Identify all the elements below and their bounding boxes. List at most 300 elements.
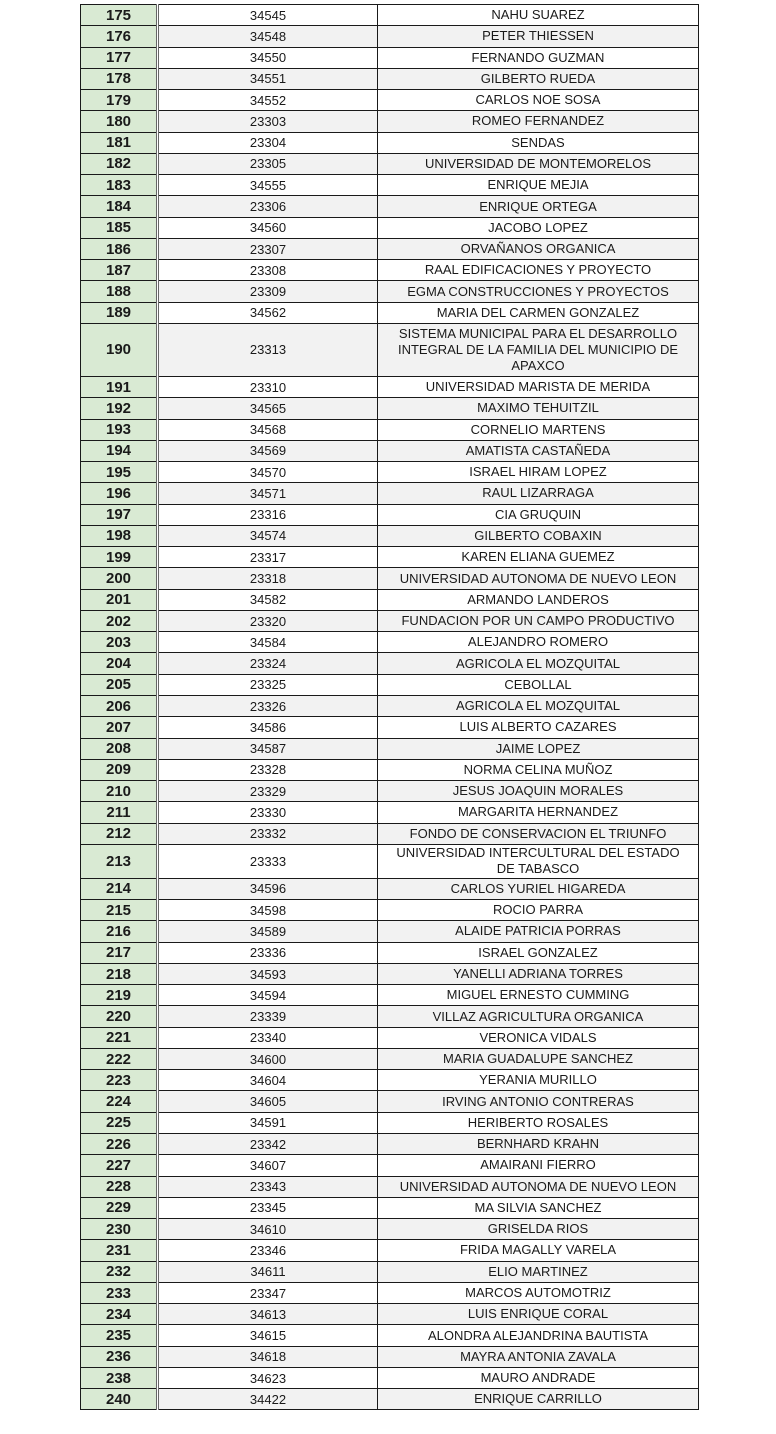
table-row [81,90,699,111]
table-row [81,674,699,695]
code-cell: 34589 [158,921,378,942]
row-number-cell: 206 [81,695,158,716]
table-row [81,1367,699,1388]
name-line: MAYRA ANTONIA ZAVALA [460,1348,616,1364]
name-line: YANELLI ADRIANA TORRES [453,966,623,982]
code-cell: 34552 [158,90,378,111]
row-number-cell: 185 [81,217,158,238]
name-cell [378,323,699,376]
code-cell: 34593 [158,963,378,984]
name-cell [378,196,699,217]
table-row [81,175,699,196]
code-cell: 23342 [158,1134,378,1155]
table-row [81,5,699,26]
table-row [81,717,699,738]
table-row [81,47,699,68]
code-cell: 34623 [158,1367,378,1388]
name-line: CEBOLLAL [504,676,572,692]
table-row [81,942,699,963]
row-number-cell: 197 [81,504,158,525]
row-number-cell: 176 [81,26,158,47]
name-line: AGRICOLA EL MOZQUITAL [456,698,620,714]
name-line: ISRAEL HIRAM LOPEZ [469,464,607,480]
row-number-cell: 220 [81,1006,158,1027]
table-row [81,26,699,47]
name-cell [378,153,699,174]
table-row [81,878,699,899]
code-cell: 34598 [158,900,378,921]
code-cell: 34571 [158,483,378,504]
name-line: ENRIQUE ORTEGA [479,198,597,214]
code-cell: 34591 [158,1112,378,1133]
name-cell [378,398,699,419]
row-number-cell: 187 [81,260,158,281]
code-cell: 34551 [158,68,378,89]
name-line: GILBERTO RUEDA [480,70,596,86]
name-line: BERNHARD KRAHN [476,1136,600,1152]
name-cell [378,1155,699,1176]
table-row [81,759,699,780]
table-row [81,547,699,568]
row-number-cell: 180 [81,111,158,132]
code-cell: 34615 [158,1325,378,1346]
table-row [81,153,699,174]
table-row [81,963,699,984]
code-cell: 34607 [158,1155,378,1176]
row-number-cell: 194 [81,440,158,461]
name-line: MARCOS AUTOMOTRIZ [465,1285,611,1300]
name-cell [378,132,699,153]
table-row [81,1389,699,1410]
name-cell [378,302,699,323]
name-cell [378,823,699,844]
row-number-cell: 189 [81,302,158,323]
name-line: ROMEO FERNANDEZ [471,113,605,129]
code-cell: 34545 [158,5,378,26]
row-number-cell: 186 [81,238,158,259]
row-number-cell: 227 [81,1155,158,1176]
name-cell [378,985,699,1006]
table-row [81,568,699,589]
name-cell [378,759,699,780]
code-cell: 23336 [158,942,378,963]
name-cell [378,175,699,196]
row-number-cell: 223 [81,1070,158,1091]
name-line: ISRAEL GONZALEZ [478,944,598,960]
row-number-cell: 235 [81,1325,158,1346]
table-row [81,419,699,440]
code-cell: 34618 [158,1346,378,1367]
name-cell [378,1112,699,1133]
code-cell: 23332 [158,823,378,844]
name-cell [378,1346,699,1367]
row-number-cell: 233 [81,1282,158,1303]
table-row [81,1304,699,1325]
table-row [81,281,699,302]
table-row [81,1325,699,1346]
name-line: ENRIQUE MEJIA [487,177,589,193]
row-number-cell: 215 [81,900,158,921]
code-cell: 23309 [158,281,378,302]
code-cell: 23320 [158,610,378,631]
row-number-cell: 196 [81,483,158,504]
row-number-cell: 181 [81,132,158,153]
table-row [81,695,699,716]
row-number-cell: 207 [81,717,158,738]
row-number-cell: 191 [81,376,158,397]
name-cell [378,217,699,238]
row-number-cell: 229 [81,1197,158,1218]
table-row [81,132,699,153]
code-cell: 23304 [158,132,378,153]
table-row [81,781,699,802]
name-cell [378,1389,699,1410]
row-number-cell: 188 [81,281,158,302]
code-cell: 23329 [158,781,378,802]
name-line: FONDO DE CONSERVACION EL TRIUNFO [409,825,667,841]
name-line: ARMANDO LANDEROS [467,591,609,607]
name-cell [378,1048,699,1069]
name-cell [378,1240,699,1261]
name-line: PETER THIESSEN [482,28,594,44]
name-cell [378,568,699,589]
name-line: MARIA GUADALUPE SANCHEZ [443,1051,633,1067]
name-cell [378,900,699,921]
table-row [81,1134,699,1155]
table-row [81,440,699,461]
row-number-cell: 204 [81,653,158,674]
table-row [81,1112,699,1133]
name-cell [378,462,699,483]
name-line: NORMA CELINA MUÑOZ [463,761,613,777]
code-cell: 34548 [158,26,378,47]
name-line: CIA GRUQUIN [495,506,581,522]
table-row [81,1261,699,1282]
name-cell [378,717,699,738]
name-line: GILBERTO COBAXIN [474,527,602,543]
name-line: RAUL LIZARRAGA [482,485,594,501]
code-cell: 34570 [158,462,378,483]
row-number-cell: 219 [81,985,158,1006]
code-cell: 23316 [158,504,378,525]
name-cell [378,483,699,504]
code-cell: 34574 [158,525,378,546]
code-cell: 34586 [158,717,378,738]
name-cell [378,376,699,397]
name-cell [378,281,699,302]
row-number-cell: 225 [81,1112,158,1133]
code-cell: 23347 [158,1282,378,1303]
name-cell [378,525,699,546]
row-number-cell: 240 [81,1389,158,1410]
name-line: GRISELDA RIOS [487,1221,589,1237]
name-line: ALEJANDRO ROMERO [467,634,609,650]
table-row [81,1027,699,1048]
code-cell: 23306 [158,196,378,217]
name-line: MAURO ANDRADE [480,1370,596,1386]
name-line: FRIDA MAGALLY VARELA [459,1242,617,1258]
table-row [81,921,699,942]
table-row [81,653,699,674]
code-cell: 23326 [158,695,378,716]
code-cell: 34550 [158,47,378,68]
name-line: MIGUEL ERNESTO CUMMING [446,987,630,1003]
name-line: VERONICA VIDALS [479,1029,597,1045]
row-number-cell: 182 [81,153,158,174]
name-line: UNIVERSIDAD AUTONOMA DE NUEVO LEON [399,570,677,586]
name-line: FUNDACION POR UN CAMPO PRODUCTIVO [401,613,675,629]
name-line: ALONDRA ALEJANDRINA BAUTISTA [427,1327,649,1343]
row-number-cell: 190 [81,323,158,376]
name-cell [378,1134,699,1155]
name-cell [378,68,699,89]
code-cell: 34610 [158,1219,378,1240]
table-row [81,302,699,323]
name-line: MARIA DEL CARMEN GONZALEZ [436,304,640,320]
row-number-cell: 200 [81,568,158,589]
table-row [81,1091,699,1112]
table-row [81,111,699,132]
name-cell [378,878,699,899]
row-number-cell: 216 [81,921,158,942]
name-line: ELIO MARTINEZ [488,1263,588,1279]
code-cell: 23324 [158,653,378,674]
row-number-cell: 195 [81,462,158,483]
code-cell: 23340 [158,1027,378,1048]
row-number-cell: 202 [81,610,158,631]
name-cell [378,90,699,111]
table-row [81,610,699,631]
row-number-cell: 211 [81,802,158,823]
row-number-cell: 226 [81,1134,158,1155]
name-cell [378,238,699,259]
table-row [81,196,699,217]
row-number-cell: 221 [81,1027,158,1048]
row-number-cell: 199 [81,547,158,568]
row-number-cell: 179 [81,90,158,111]
row-number-cell: 205 [81,674,158,695]
row-number-cell: 175 [81,5,158,26]
name-line: YERANIA MURILLO [479,1072,597,1088]
row-number-cell: 224 [81,1091,158,1112]
row-number-cell: 228 [81,1176,158,1197]
name-line: UNIVERSIDAD INTERCULTURAL DEL ESTADO [396,845,680,861]
name-line: RAAL EDIFICACIONES Y PROYECTO [424,262,652,278]
name-cell [378,1070,699,1091]
row-number-cell: 210 [81,781,158,802]
name-cell [378,632,699,653]
table-row [81,985,699,1006]
row-number-cell: 192 [81,398,158,419]
code-cell: 34422 [158,1389,378,1410]
code-cell: 23317 [158,547,378,568]
name-cell [378,547,699,568]
name-cell [378,1261,699,1282]
name-cell [378,47,699,68]
code-cell: 34565 [158,398,378,419]
code-cell: 23318 [158,568,378,589]
table-row [81,1006,699,1027]
table-row [81,323,699,376]
name-line: DE TABASCO [496,861,580,877]
row-number-cell: 209 [81,759,158,780]
row-number-cell: 177 [81,47,158,68]
code-cell: 34569 [158,440,378,461]
name-cell [378,844,699,878]
code-cell: 34594 [158,985,378,1006]
code-cell: 23310 [158,376,378,397]
name-line: ALAIDE PATRICIA PORRAS [455,923,621,939]
records-table-body [81,5,699,1410]
name-cell [378,1027,699,1048]
name-line: SENDAS [511,134,565,150]
name-cell [378,111,699,132]
table-row [81,260,699,281]
name-line: CARLOS YURIEL HIGAREDA [450,880,626,896]
name-cell [378,610,699,631]
table-row [81,398,699,419]
name-cell [378,802,699,823]
code-cell: 34604 [158,1070,378,1091]
code-cell: 34555 [158,175,378,196]
code-cell: 34560 [158,217,378,238]
name-line: ROCIO PARRA [492,902,584,918]
table-row [81,1176,699,1197]
name-line: AGRICOLA EL MOZQUITAL [456,655,620,671]
row-number-cell: 222 [81,1048,158,1069]
code-cell: 34611 [158,1261,378,1282]
code-cell: 23330 [158,802,378,823]
row-number-cell: 214 [81,878,158,899]
table-row [81,504,699,525]
name-cell [378,589,699,610]
row-number-cell: 234 [81,1304,158,1325]
code-cell: 23307 [158,238,378,259]
name-line: JESUS JOAQUIN MORALES [452,783,624,799]
name-cell [378,738,699,759]
table-row [81,525,699,546]
name-line: HERIBERTO ROSALES [467,1114,609,1130]
row-number-cell: 198 [81,525,158,546]
name-cell [378,1219,699,1240]
code-cell: 23345 [158,1197,378,1218]
code-cell: 23343 [158,1176,378,1197]
name-line: JACOBO LOPEZ [488,219,588,235]
code-cell: 34600 [158,1048,378,1069]
code-cell: 23346 [158,1240,378,1261]
name-line: UNIVERSIDAD AUTONOMA DE NUEVO LEON [399,1178,677,1194]
code-cell: 23308 [158,260,378,281]
name-line: KAREN ELIANA GUEMEZ [461,549,615,565]
name-cell [378,781,699,802]
row-number-cell: 193 [81,419,158,440]
table-row [81,483,699,504]
row-number-cell: 183 [81,175,158,196]
name-cell [378,674,699,695]
code-cell: 23325 [158,674,378,695]
name-line: INTEGRAL DE LA FAMILIA DEL MUNICIPIO DE [397,341,679,357]
row-number-cell: 203 [81,632,158,653]
table-row [81,823,699,844]
name-line: AMATISTA CASTAÑEDA [465,442,611,458]
name-cell [378,1367,699,1388]
name-line: MAXIMO TEHUITZIL [477,400,599,416]
name-cell [378,504,699,525]
row-number-cell: 238 [81,1367,158,1388]
name-line: LUIS ENRIQUE CORAL [467,1306,609,1322]
code-cell: 23303 [158,111,378,132]
code-cell: 34587 [158,738,378,759]
name-line: UNIVERSIDAD MARISTA DE MERIDA [425,379,651,395]
table-row [81,632,699,653]
name-cell [378,1325,699,1346]
name-cell [378,419,699,440]
name-line: FERNANDO GUZMAN [471,49,605,65]
row-number-cell: 217 [81,942,158,963]
code-cell: 34613 [158,1304,378,1325]
name-line: JAIME LOPEZ [495,740,581,756]
code-cell: 34582 [158,589,378,610]
table-row [81,802,699,823]
name-cell [378,942,699,963]
table-row [81,1282,699,1303]
row-number-cell: 212 [81,823,158,844]
name-cell [378,5,699,26]
table-row [81,738,699,759]
name-line: CARLOS NOE SOSA [475,92,601,108]
name-cell [378,440,699,461]
name-cell [378,963,699,984]
table-row [81,589,699,610]
name-cell [378,1282,699,1303]
name-line: UNIVERSIDAD DE MONTEMORELOS [424,155,652,171]
row-number-cell: 208 [81,738,158,759]
table-row [81,1155,699,1176]
name-line: AMAIRANI FIERRO [480,1157,596,1173]
name-cell [378,921,699,942]
name-line: MA SILVIA SANCHEZ [474,1199,602,1215]
table-row [81,376,699,397]
code-cell: 23305 [158,153,378,174]
code-cell: 34584 [158,632,378,653]
table-row [81,1240,699,1261]
table-row [81,217,699,238]
name-line: CORNELIO MARTENS [470,421,606,437]
code-cell: 23328 [158,759,378,780]
code-cell: 34568 [158,419,378,440]
code-cell: 34605 [158,1091,378,1112]
row-number-cell: 178 [81,68,158,89]
table-row [81,900,699,921]
code-cell: 23339 [158,1006,378,1027]
table-row [81,1070,699,1091]
table-row [81,1219,699,1240]
name-line: LUIS ALBERTO CAZARES [459,719,617,735]
code-cell: 23333 [158,844,378,878]
name-line: MARGARITA HERNANDEZ [457,804,619,820]
code-cell: 23313 [158,323,378,376]
name-cell [378,1197,699,1218]
code-cell: 34596 [158,878,378,899]
name-line: ORVAÑANOS ORGANICA [460,241,616,257]
name-cell [378,1006,699,1027]
table-row [81,1346,699,1367]
name-line: SISTEMA MUNICIPAL PARA EL DESARROLLO [398,325,678,341]
table-row [81,238,699,259]
name-line: NAHU SUAREZ [491,7,585,23]
name-cell [378,1176,699,1197]
row-number-cell: 230 [81,1219,158,1240]
